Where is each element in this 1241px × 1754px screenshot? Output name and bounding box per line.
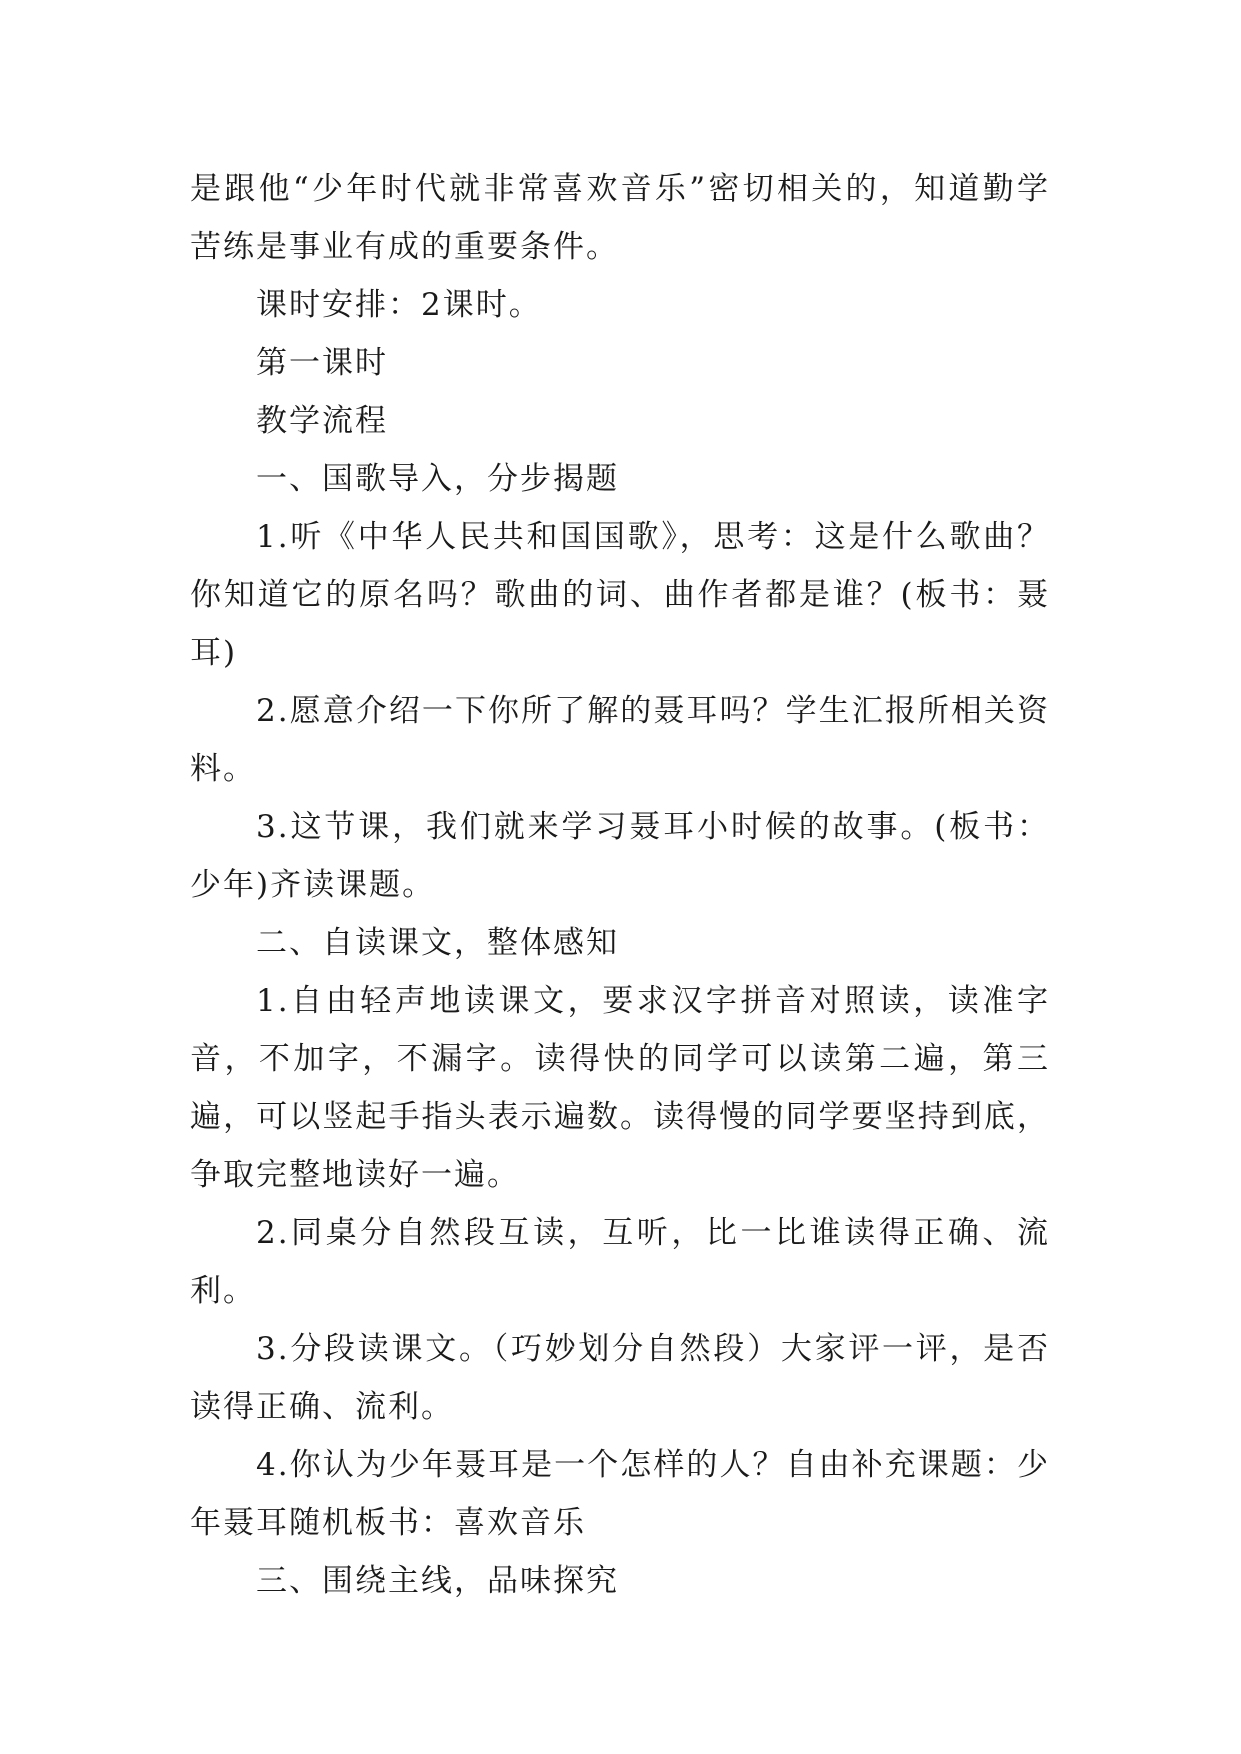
paragraph: 1.自由轻声地读课文，要求汉字拼音对照读，读准字音，不加字，不漏字。读得快的同学可以读第二遍，第三遍，可以竖起手指头表示遍数。读得慢的同学要坚持到底，争取完整地读好一遍。: [190, 983, 1050, 1193]
paragraph: 1.听《中华人民共和国国歌》，思考：这是什么歌曲？你知道它的原名吗？歌曲的词、曲作者都是谁？(板书：聂耳): [190, 519, 1050, 671]
document-body: [190, 160, 1050, 1610]
section-heading: 二、自读课文，整体感知: [256, 925, 619, 961]
paragraph: 2.愿意介绍一下你所了解的聂耳吗？学生汇报所相关资料。: [190, 693, 1050, 787]
paragraph: 4.你认为少年聂耳是一个怎样的人？自由补充课题：少年聂耳随机板书：喜欢音乐: [190, 1447, 1050, 1541]
paragraph: 3.这节课，我们就来学习聂耳小时候的故事。(板书：少年)齐读课题。: [190, 809, 1050, 903]
section-heading: 一、国歌导入，分步揭题: [256, 461, 619, 497]
section-heading: 第一课时: [256, 345, 388, 381]
paragraph: 3.分段读课文。（巧妙划分自然段）大家评一评，是否读得正确、流利。: [190, 1331, 1050, 1425]
section-heading: 教学流程: [256, 403, 388, 439]
paragraph: 2.同桌分自然段互读，互听，比一比谁读得正确、流利。: [190, 1215, 1050, 1309]
section-heading: 三、围绕主线，品味探究: [256, 1563, 619, 1599]
paragraph: 课时安排：2课时。: [256, 287, 542, 323]
paragraph: 是跟他“少年时代就非常喜欢音乐”密切相关的，知道勤学苦练是事业有成的重要条件。: [190, 171, 1050, 265]
